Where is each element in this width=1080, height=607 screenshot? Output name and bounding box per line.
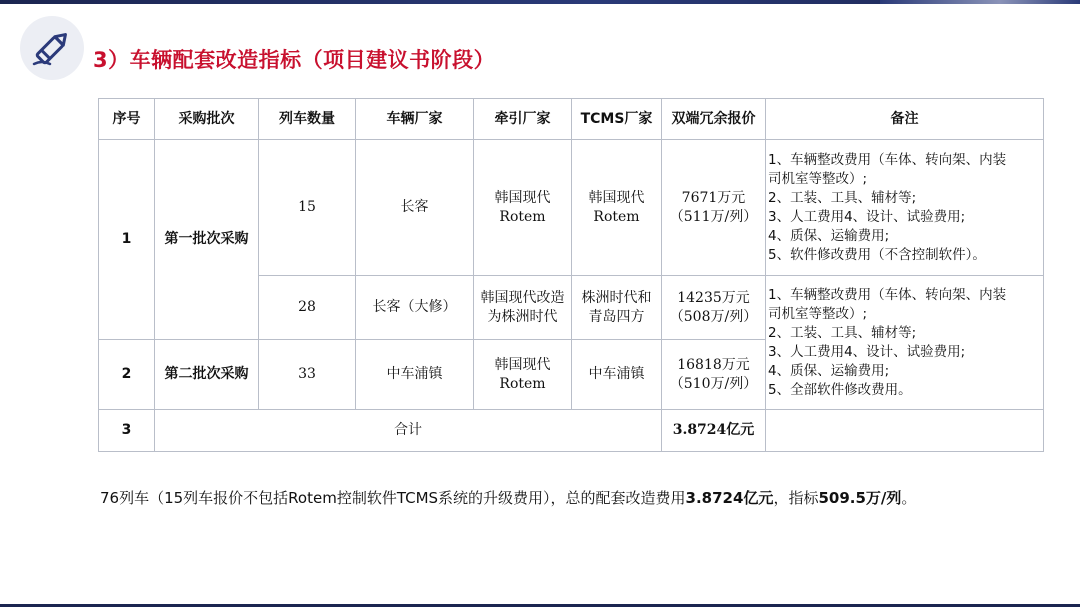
row1a-traction-line2: Rotem [499,208,546,225]
table-row [99,140,1044,276]
row2-tcms: 中车浦镇 [572,340,662,410]
row2-price [662,340,766,410]
row2-traction-line1: 韩国现代 [494,356,551,373]
row1a-traction-line1: 韩国现代 [494,189,551,206]
row2-traction-line2: Rotem [499,375,546,392]
table-total-row [99,410,1044,452]
row1b-qty: 28 [259,276,356,340]
row1a-traction [474,140,572,276]
row2-traction [474,340,572,410]
remark-line: 司机室等整改）; [768,170,868,187]
row2-remarks [766,276,1044,410]
slide-title: 3）车辆配套改造指标（项目建议书阶段） [93,48,496,72]
row2-batch: 第二批次采购 [155,340,259,410]
remark-line: 5、全部软件修改费用。 [768,381,912,398]
header-traction: 牵引厂家 [474,99,572,140]
header-price: 双端冗余报价 [662,99,766,140]
row1b-price-line1: 14235万元 [677,289,750,306]
header-no: 序号 [99,99,155,140]
row1-remarks [766,140,1044,276]
header-remarks: 备注 [766,99,1044,140]
header-tcms: TCMS厂家 [572,99,662,140]
row1b-traction-line1: 韩国现代改造 [480,289,565,306]
table-header-row [99,99,1044,140]
row1b-vehicle: 长客（大修） [356,276,474,340]
remark-line: 2、工装、工具、辅材等; [768,189,917,206]
remark-line: 2、工装、工具、辅材等; [768,324,917,341]
summary-amount: 3.8724亿元 [685,489,774,507]
row1a-price-line1: 7671万元 [681,189,746,206]
header-batch: 采购批次 [155,99,259,140]
remark-line: 司机室等整改）; [768,305,868,322]
row1b-tcms-line1: 株洲时代和 [581,289,652,306]
remark-line: 4、质保、运输费用; [768,362,890,379]
row3-total: 3.8724亿元 [662,410,766,452]
row3-remarks-empty [766,410,1044,452]
row1b-price [662,276,766,340]
row2-no: 2 [99,340,155,410]
row2-price-line1: 16818万元 [677,356,750,373]
row3-label: 合计 [155,410,662,452]
summary-index: 509.5万/列 [818,489,902,507]
row1b-traction [474,276,572,340]
row1a-tcms-line2: Rotem [593,208,640,225]
row3-no: 3 [99,410,155,452]
summary-prefix: 76列车（15列车报价不包括Rotem控制软件TCMS系统的升级费用），总的配套改造费用 [100,489,686,507]
summary-text [100,487,1060,508]
row1a-vehicle: 长客 [356,140,474,276]
row1b-tcms [572,276,662,340]
row1b-tcms-line2: 青岛四方 [588,308,645,325]
row1a-price-line2: （511万/列） [669,208,758,225]
header-qty: 列车数量 [259,99,356,140]
row2-price-line2: （510万/列） [669,375,758,392]
top-accent-highlight [880,0,1080,4]
row1-no: 1 [99,140,155,340]
remark-line: 5、软件修改费用（不含控制软件）。 [768,246,986,263]
row1b-traction-line2: 为株洲时代 [487,308,558,325]
summary-middle: ，指标 [773,489,819,507]
remark-line: 1、车辆整改费用（车体、转向架、内装 [768,151,1007,168]
remark-line: 3、人工费用4、设计、试验费用; [768,208,966,225]
pencil-icon [20,16,84,80]
row2-vehicle: 中车浦镇 [356,340,474,410]
row1b-price-line2: （508万/列） [669,308,758,325]
row1a-tcms-line1: 韩国现代 [588,189,645,206]
row1a-qty: 15 [259,140,356,276]
remark-line: 4、质保、运输费用; [768,227,890,244]
remark-line: 3、人工费用4、设计、试验费用; [768,343,966,360]
row2-qty: 33 [259,340,356,410]
row1-batch: 第一批次采购 [155,140,259,340]
row1a-price [662,140,766,276]
remark-line: 1、车辆整改费用（车体、转向架、内装 [768,286,1007,303]
row1a-tcms [572,140,662,276]
header-vehicle: 车辆厂家 [356,99,474,140]
spec-table [98,98,1044,452]
summary-suffix: 。 [901,489,917,507]
